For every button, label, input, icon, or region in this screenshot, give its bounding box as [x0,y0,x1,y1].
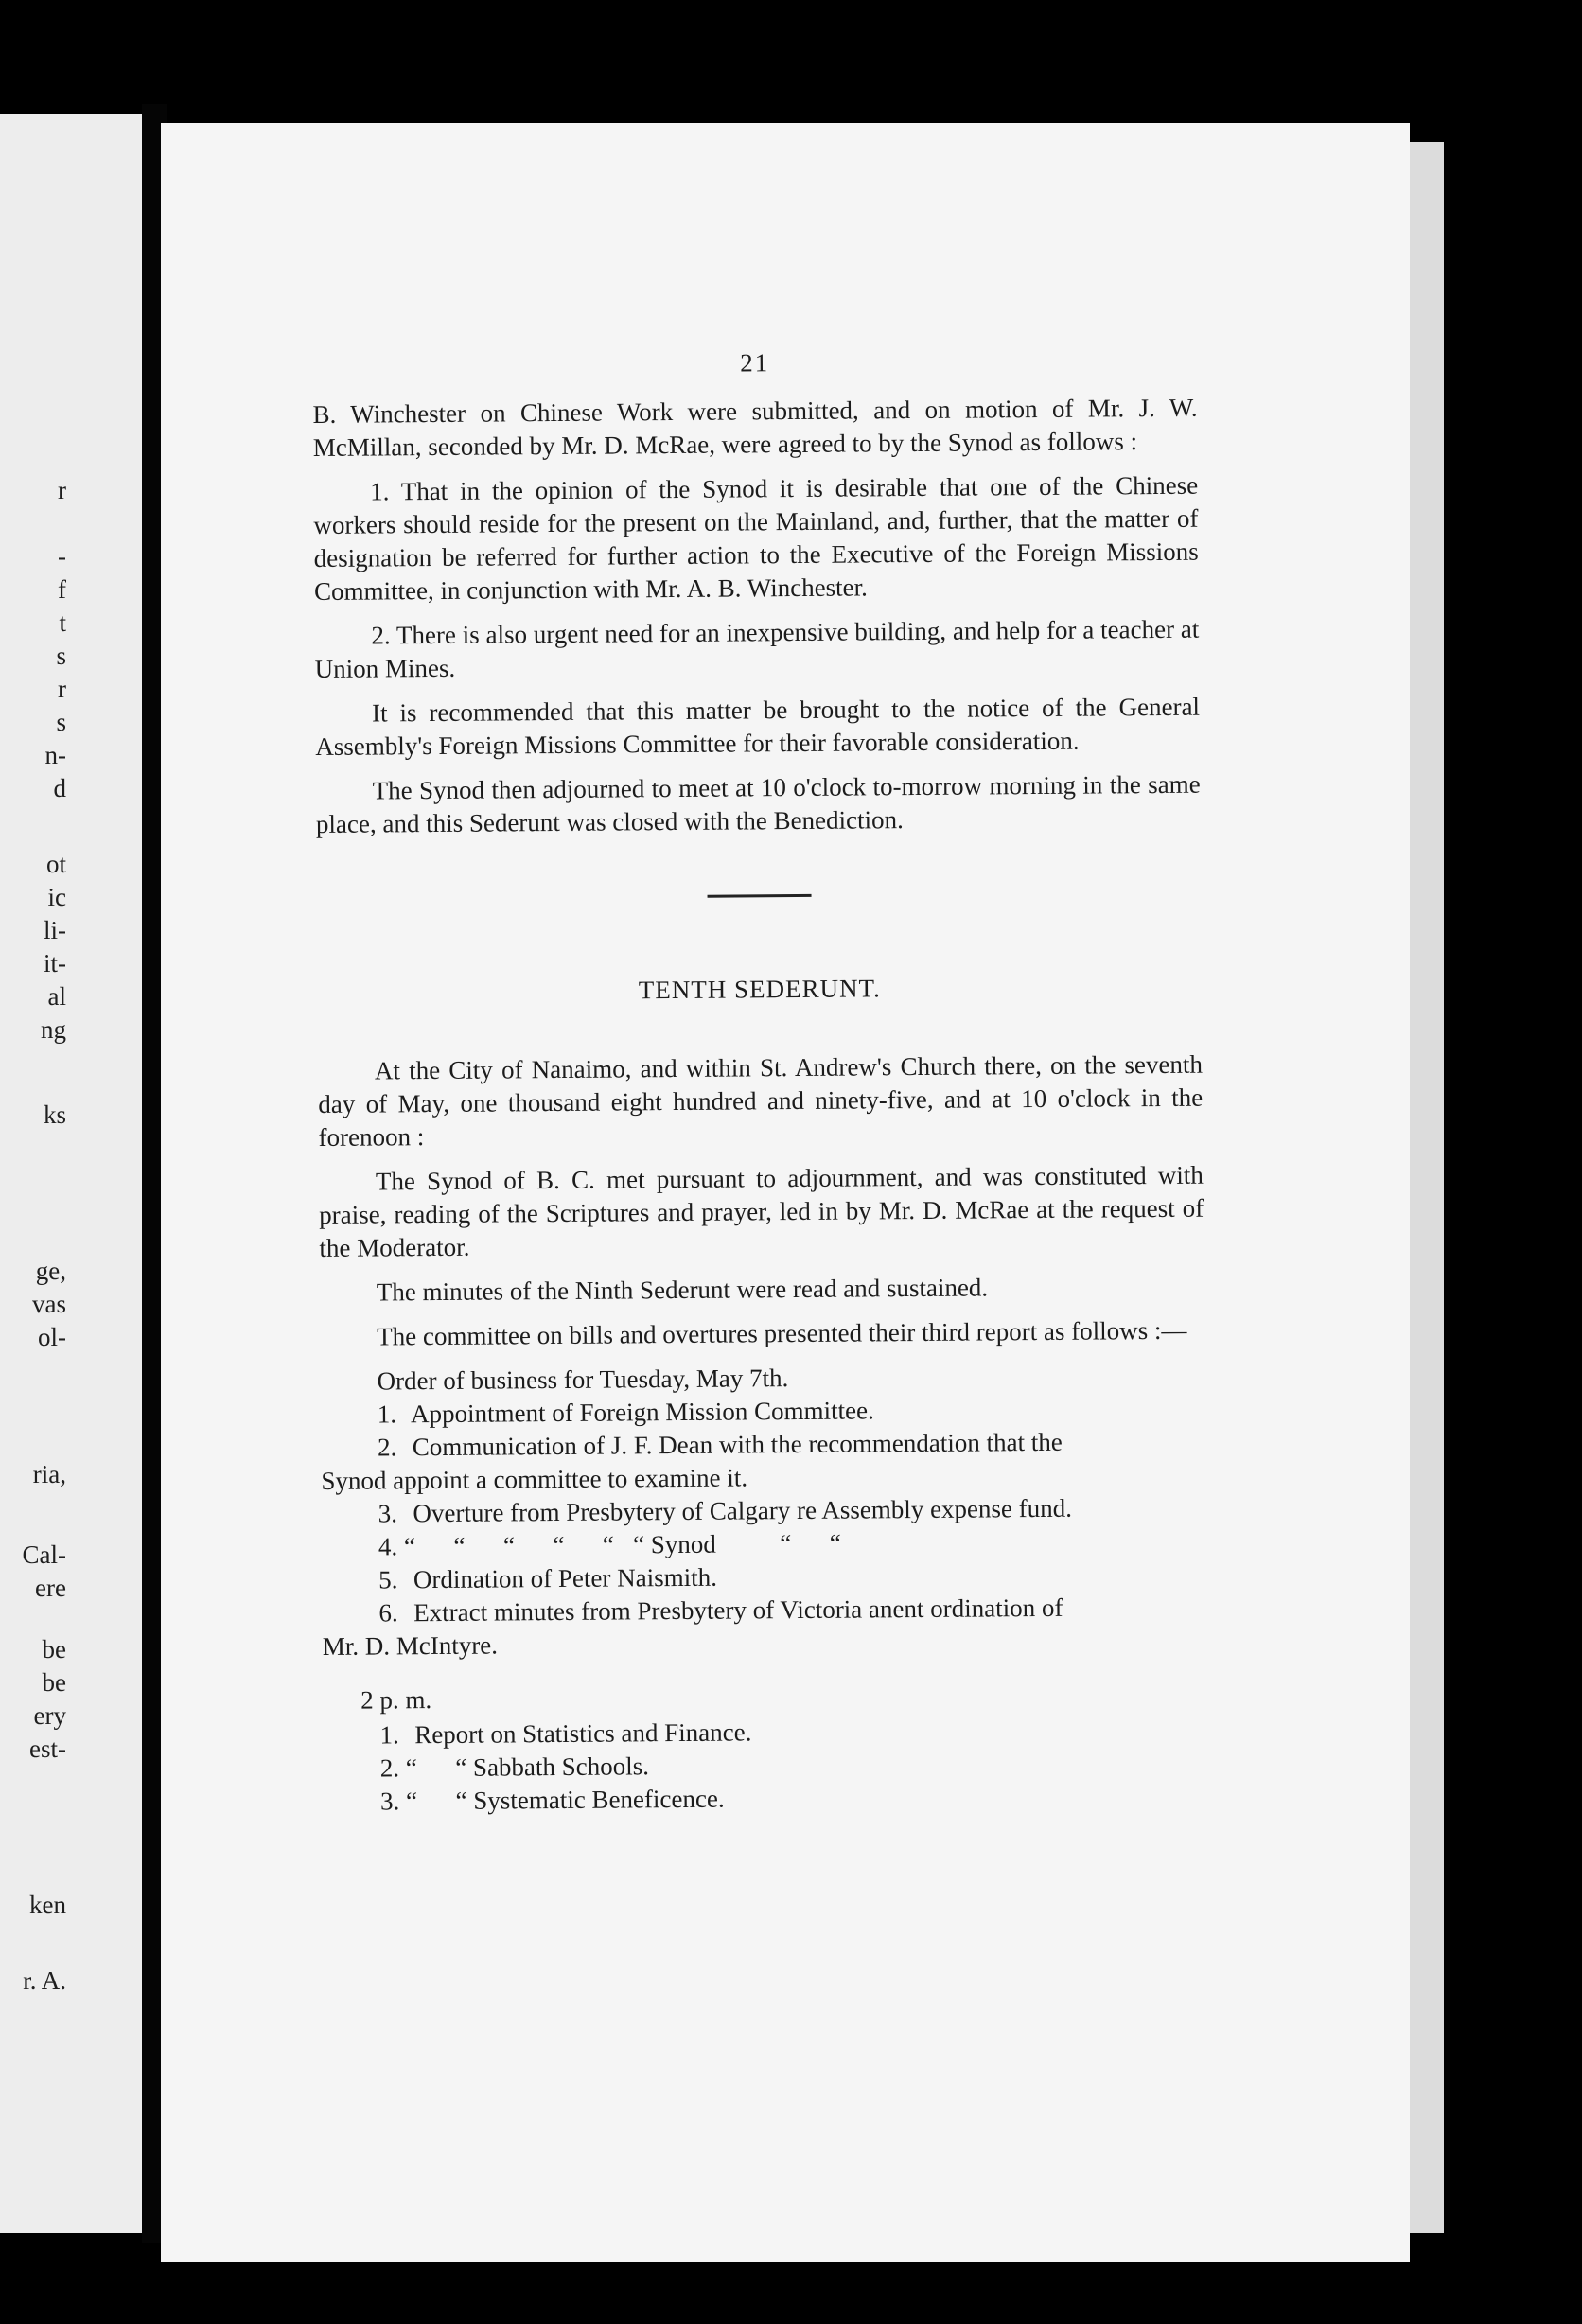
list-number: 2. [377,1433,397,1462]
facing-text-fragment: n- [44,741,66,769]
page-number: 21 [740,348,770,378]
meeting-location-paragraph: At the City of Nanaimo, and within St. Andrew's Church there, on the seventh day of May, one thousand eight hundred and ninety-five, and at 10 o'clock in the forenoon : [318,1049,1204,1152]
facing-text-fragment: Cal- [22,1541,66,1569]
facing-page-text [0,114,161,2233]
facing-text-fragment: vas [32,1290,66,1318]
list-item [324,1779,1208,1819]
recommendation-paragraph: It is recommended that this matter be brought to the notice of the General Assembly's Foreign Missions Committee for their favorable consideration. [315,692,1201,761]
page-edge [1410,142,1444,2233]
list-text: Ordination of Peter Naismith. [413,1562,718,1594]
facing-text-fragment: li- [44,916,66,944]
facing-text-fragment: s [56,708,66,736]
list-text: Appointment of Foreign Mission Committee. [410,1396,874,1429]
facing-text-fragment: est- [29,1734,66,1763]
facing-text-fragment: ria, [32,1460,66,1488]
facing-text-fragment: al [47,982,66,1011]
section-heading: TENTH SEDERUNT. [638,974,881,1005]
adjournment-paragraph: The Synod then adjourned to meet at 10 o'clock to-morrow morning in the same place, and this Sederunt was closed with the Benediction. [315,769,1201,838]
list-text: Communication of J. F. Dean with the recommendation that the [412,1427,1063,1462]
facing-text-fragment: ks [43,1100,66,1129]
list-number: 3. [378,1499,398,1528]
facing-text-fragment: ol- [38,1323,66,1351]
facing-text-fragment: ot [45,850,66,878]
facing-text-fragment: ge, [35,1257,66,1285]
page-content [312,343,1208,1819]
resolution-2: 2. There is also urgent need for an inexpensive building, and help for a teacher at Union Mines. [314,614,1200,683]
section-divider [707,894,811,898]
facing-text-fragment: ere [35,1574,66,1602]
list-number: 5. [378,1565,398,1594]
list-number: 6. [378,1598,398,1628]
constitution-paragraph: The Synod of B. C. met pursuant to adjournment, and was constituted with praise, reading of the Scriptures and prayer, led in by Mr. D. McRae at the request of the Moderator. [319,1160,1204,1262]
minutes-paragraph: The minutes of the Ninth Sederunt were read and sustained. [376,1273,989,1307]
facing-text-fragment: s [56,642,66,670]
facing-text-fragment: r. A. [23,1966,66,1995]
facing-text-fragment: - [58,542,66,571]
paragraph-winchester-report: B. Winchester on Chinese Work were submitted, and on motion of Mr. J. W. McMillan, seconded by Mr. D. McRae, were agreed to by the Synod as follows : [312,393,1198,462]
facing-text-fragment: r [58,675,66,703]
facing-page [0,114,161,2233]
list-number: 1. [379,1720,399,1750]
facing-text-fragment: it- [44,949,66,977]
list-text: “ “ Sabbath Schools. [405,1752,650,1783]
list-number: 3. [379,1787,400,1816]
resolution-1: 1. That in the opinion of the Synod it is desirable that one of the Chinese workers should reside for the present on the Mainland, and, further, that the matter of designation be referred for further action to the Executive of the Foreign Missions Committee, in conjunction with Mr. A. B. Winchester. [313,470,1199,606]
facing-text-fragment: be [42,1668,66,1697]
facing-text-fragment: ery [33,1701,66,1730]
committee-report-paragraph: The committee on bills and overtures presented their third report as follows :— [377,1315,1187,1351]
list-number: 1. [377,1400,397,1429]
facing-text-fragment: ken [29,1891,66,1919]
facing-text-fragment: be [42,1635,66,1664]
facing-text-fragment: r [58,476,66,504]
list-number: 2. [379,1753,400,1783]
list-text: Extract minutes from Presbytery of Victoria anent ordination of [413,1593,1063,1628]
facing-text-fragment: d [53,774,66,802]
afternoon-label: 2 p. m. [360,1685,432,1715]
list-text: Overture from Presbytery of Calgary re Assembly expense fund. [413,1493,1073,1528]
order-of-business-intro: Order of business for Tuesday, May 7th. [377,1364,789,1396]
list-text: “ “ Systematic Beneficence. [405,1784,725,1816]
list-text: “ “ “ “ “ “ Synod “ “ [403,1528,841,1561]
list-item-continuation: Mr. D. McIntyre. [322,1630,499,1661]
list-number: 4. [378,1532,398,1561]
facing-text-fragment: ic [47,883,66,911]
facing-text-fragment: t [59,608,66,637]
facing-text-fragment: ng [41,1015,66,1044]
list-item-continuation: Synod appoint a committee to examine it. [321,1463,748,1495]
facing-text-fragment: f [58,575,66,604]
list-text: Report on Statistics and Finance. [414,1717,752,1750]
